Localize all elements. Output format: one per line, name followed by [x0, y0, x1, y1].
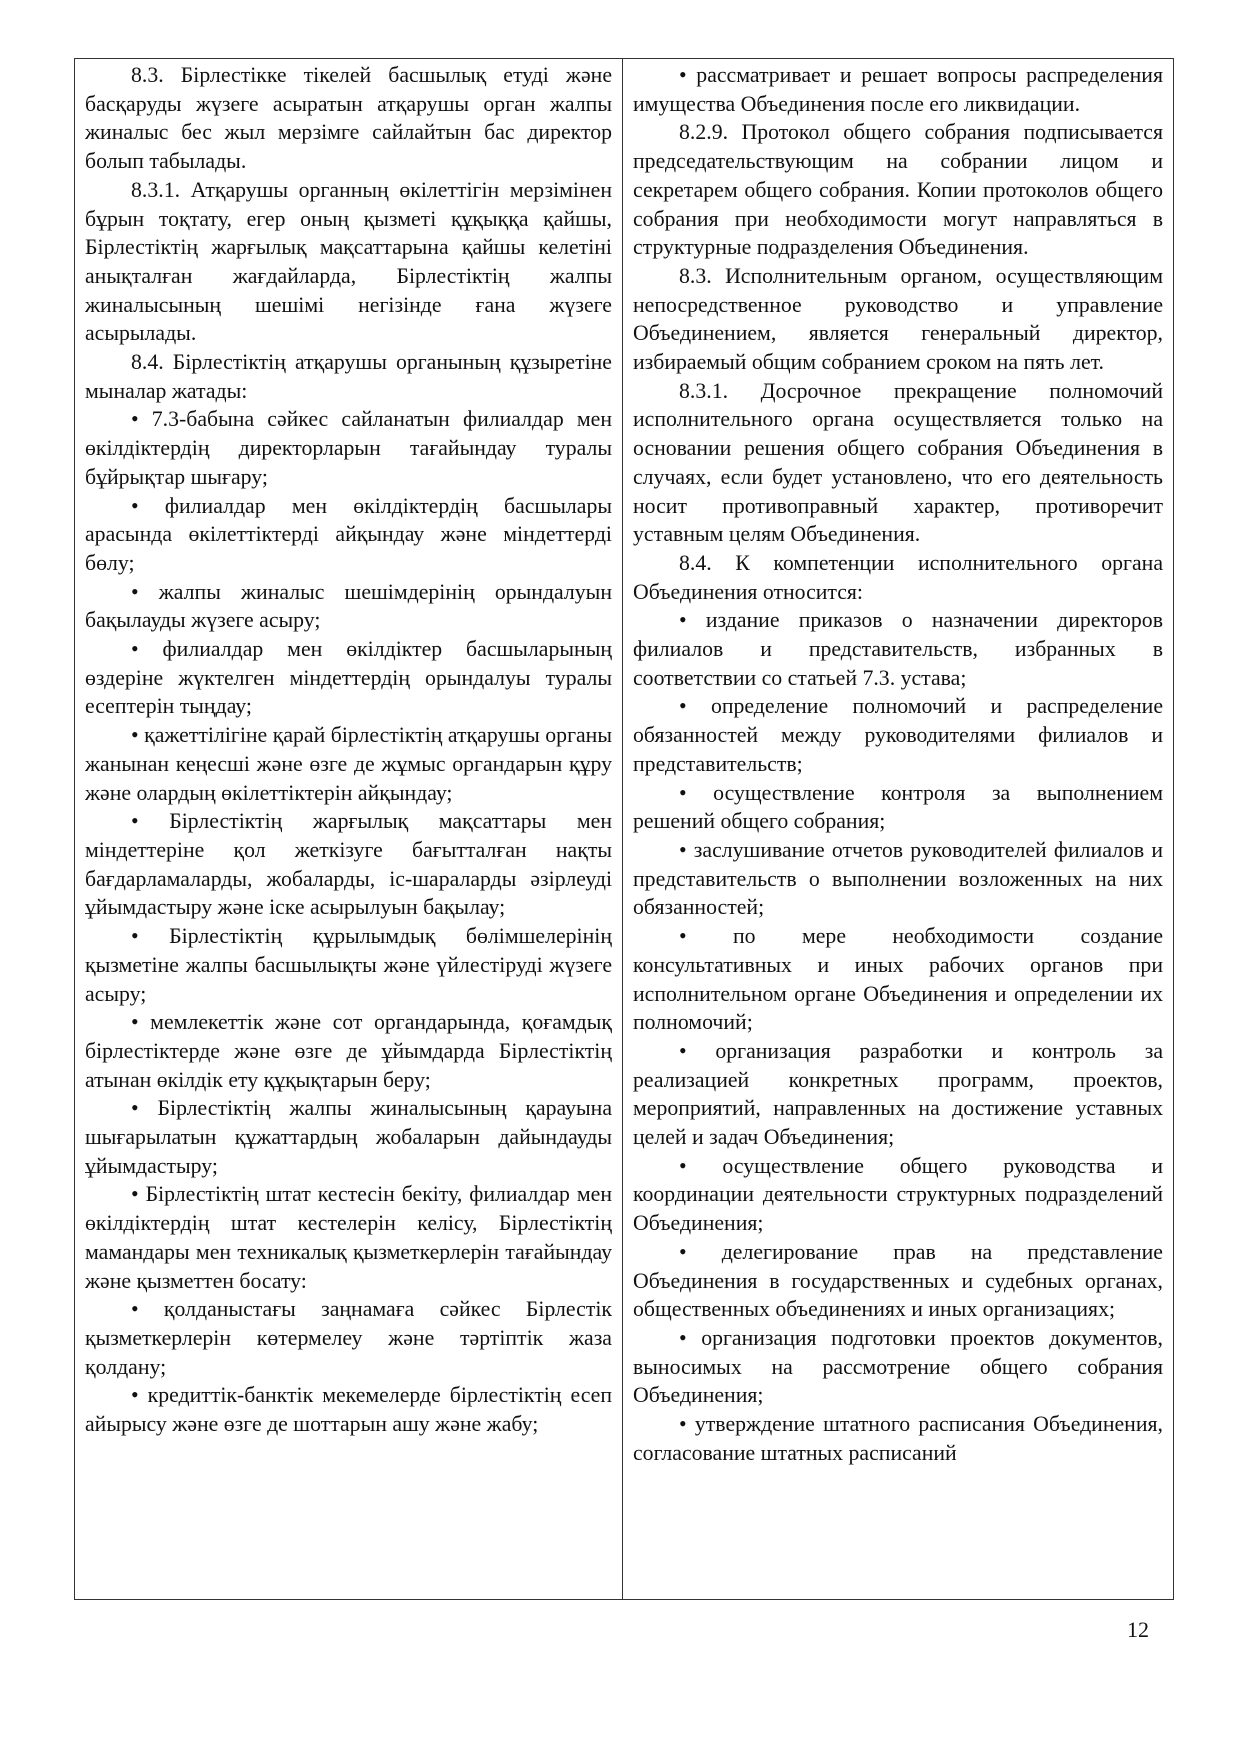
ru-list-item: • организация подготовки проектов документов, выносимых на рассмотрение общего собрания Объединения; — [633, 1325, 1163, 1408]
ru-paragraph-8-3-1: 8.3.1. Досрочное прекращение полномочий исполнительного органа осуществляется только на основании решения общего собрания Объединения в случаях, если будет установлено, что его деятельность носит противоправный характер, противоречит уставным целям Объединения. — [633, 378, 1163, 547]
ru-list-item: • рассматривает и решает вопросы распределения имущества Объединения после его ликвидации. — [633, 63, 1163, 116]
kz-list-item: • филиалдар мен өкілдіктер басшыларының өздеріне жүктелген міндеттердің орындалуы туралы есептерін тыңдау; — [85, 637, 612, 719]
kz-list-item: • Бірлестіктің штат кестесін бекіту, филиалдар мен өкілдіктердің штат кестелерін келісу, Бірлестіктің мамандары мен техникалық қызметкерлерін тағайындау және қызметтен босату: — [85, 1182, 612, 1293]
kz-list-item: • 7.3-бабына сәйкес сайланатын филиалдар мен өкілдіктердің директорларын тағайындау туралы бұйрықтар шығару; — [85, 407, 612, 489]
ru-list-item: • делегирование прав на представление Объединения в государственных и судебных органах, общественных объединениях и иных организациях; — [633, 1239, 1163, 1322]
kz-list-item: • Бірлестіктің жарғылық мақсаттары мен міндеттеріне қол жеткізуге бағытталған нақты бағдарламаларды, жобаларды, іс-шараларды әзірлеуді ұйымдастыру және іске асырылуын бақылау; — [85, 809, 612, 920]
kz-list-item: • кредиттік-банктік мекемелерде бірлестіктің есеп айырысу және өзге де шоттарын ашу және жабу; — [85, 1383, 612, 1437]
page-number: 12 — [1127, 1617, 1149, 1642]
bilingual-text-table — [74, 58, 1174, 1600]
kz-list-item: • қолданыстағы заңнамаға сәйкес Бірлестік қызметкерлерін көтермелеу және тәртіптік жаза қолдану; — [85, 1297, 612, 1379]
ru-paragraph-8-3: 8.3. Исполнительным органом, осуществляющим непосредственное руководство и управление Объединением, является генеральный директор, избираемый общим собранием сроком на пять лет. — [633, 263, 1163, 375]
ru-list-item: • осуществление общего руководства и координации деятельности структурных подразделений Объединения; — [633, 1153, 1163, 1236]
ru-list-item: • утверждение штатного расписания Объединения, согласование штатных расписаний — [633, 1412, 1163, 1465]
kazakh-column — [75, 59, 623, 1599]
kz-list-item: • филиалдар мен өкілдіктердің басшылары арасында өкілеттіктерді айқындау және міндеттерді бөлу; — [85, 493, 612, 575]
kz-paragraph-8-3: 8.3. Бірлестікке тікелей басшылық етуді және басқаруды жүзеге асыратын атқарушы орган жалпы жиналыс бес жыл мерзімге сайлайтын бас директор болып табылады. — [85, 63, 612, 174]
kz-list-item: • Бірлестіктің құрылымдық бөлімшелерінің қызметіне жалпы басшылықты және үйлестіруді жүзеге асыру; — [85, 924, 612, 1006]
ru-paragraph-8-4: 8.4. К компетенции исполнительного органа Объединения относится: — [633, 550, 1163, 604]
kz-list-item: • жалпы жиналыс шешімдерінің орындалуын бақылауды жүзеге асыру; — [85, 579, 612, 633]
kz-list-item: • мемлекеттік және сот органдарында, қоғамдық бірлестіктерде және өзге де ұйымдарда Бірлестіктің атынан өкілдік ету құқықтарын беру; — [85, 1010, 612, 1092]
ru-list-item: • заслушивание отчетов руководителей филиалов и представительств о выполнении возложенных на них обязанностей; — [633, 837, 1163, 920]
ru-list-item: • организация разработки и контроль за реализацией конкретных программ, проектов, мероприятий, направленных на достижение уставных целей и задач Объединения; — [633, 1038, 1163, 1150]
ru-list-item: • издание приказов о назначении директоров филиалов и представительств, избранных в соответствии со статьей 7.3. устава; — [633, 608, 1163, 690]
kz-paragraph-8-4: 8.4. Бірлестіктің атқарушы органының құзыретіне мыналар жатады: — [85, 350, 612, 403]
ru-paragraph-8-2-9: 8.2.9. Протокол общего собрания подписывается председательствующим на собрании лицом и секретарем общего собрания. Копии протоколов общего собрания при необходимости могут направляться в структурные подразделения Объединения. — [633, 120, 1163, 260]
kz-list-item: • қажеттілігіне қарай бірлестіктің атқарушы органы жанынан кеңесші және өзге де жұмыс органдарын құру және олардың өкілеттіктерін айқындау; — [85, 723, 612, 805]
kz-list-item: • Бірлестіктің жалпы жиналысының қарауына шығарылатын құжаттардың жобаларын дайындауды ұйымдастыру; — [85, 1096, 612, 1178]
russian-column — [623, 59, 1173, 1599]
kz-paragraph-8-3-1: 8.3.1. Атқарушы органның өкілеттігін мерзімінен бұрын тоқтату, егер оның қызметі құқыққа қайшы, Бірлестіктің жарғылық мақсаттарына қайшы келетіні анықталған жағдайларда, Бірлестіктің жалпы жиналысының шешімі негізінде ғана жүзеге асырылады. — [85, 177, 612, 346]
ru-list-item: • определение полномочий и распределение обязанностей между руководителями филиалов и представительств; — [633, 694, 1163, 776]
ru-list-item: • по мере необходимости создание консультативных и иных рабочих органов при исполнительном органе Объединения и определении их полномочий; — [633, 924, 1163, 1035]
ru-list-item: • осуществление контроля за выполнением решений общего собрания; — [633, 780, 1163, 834]
